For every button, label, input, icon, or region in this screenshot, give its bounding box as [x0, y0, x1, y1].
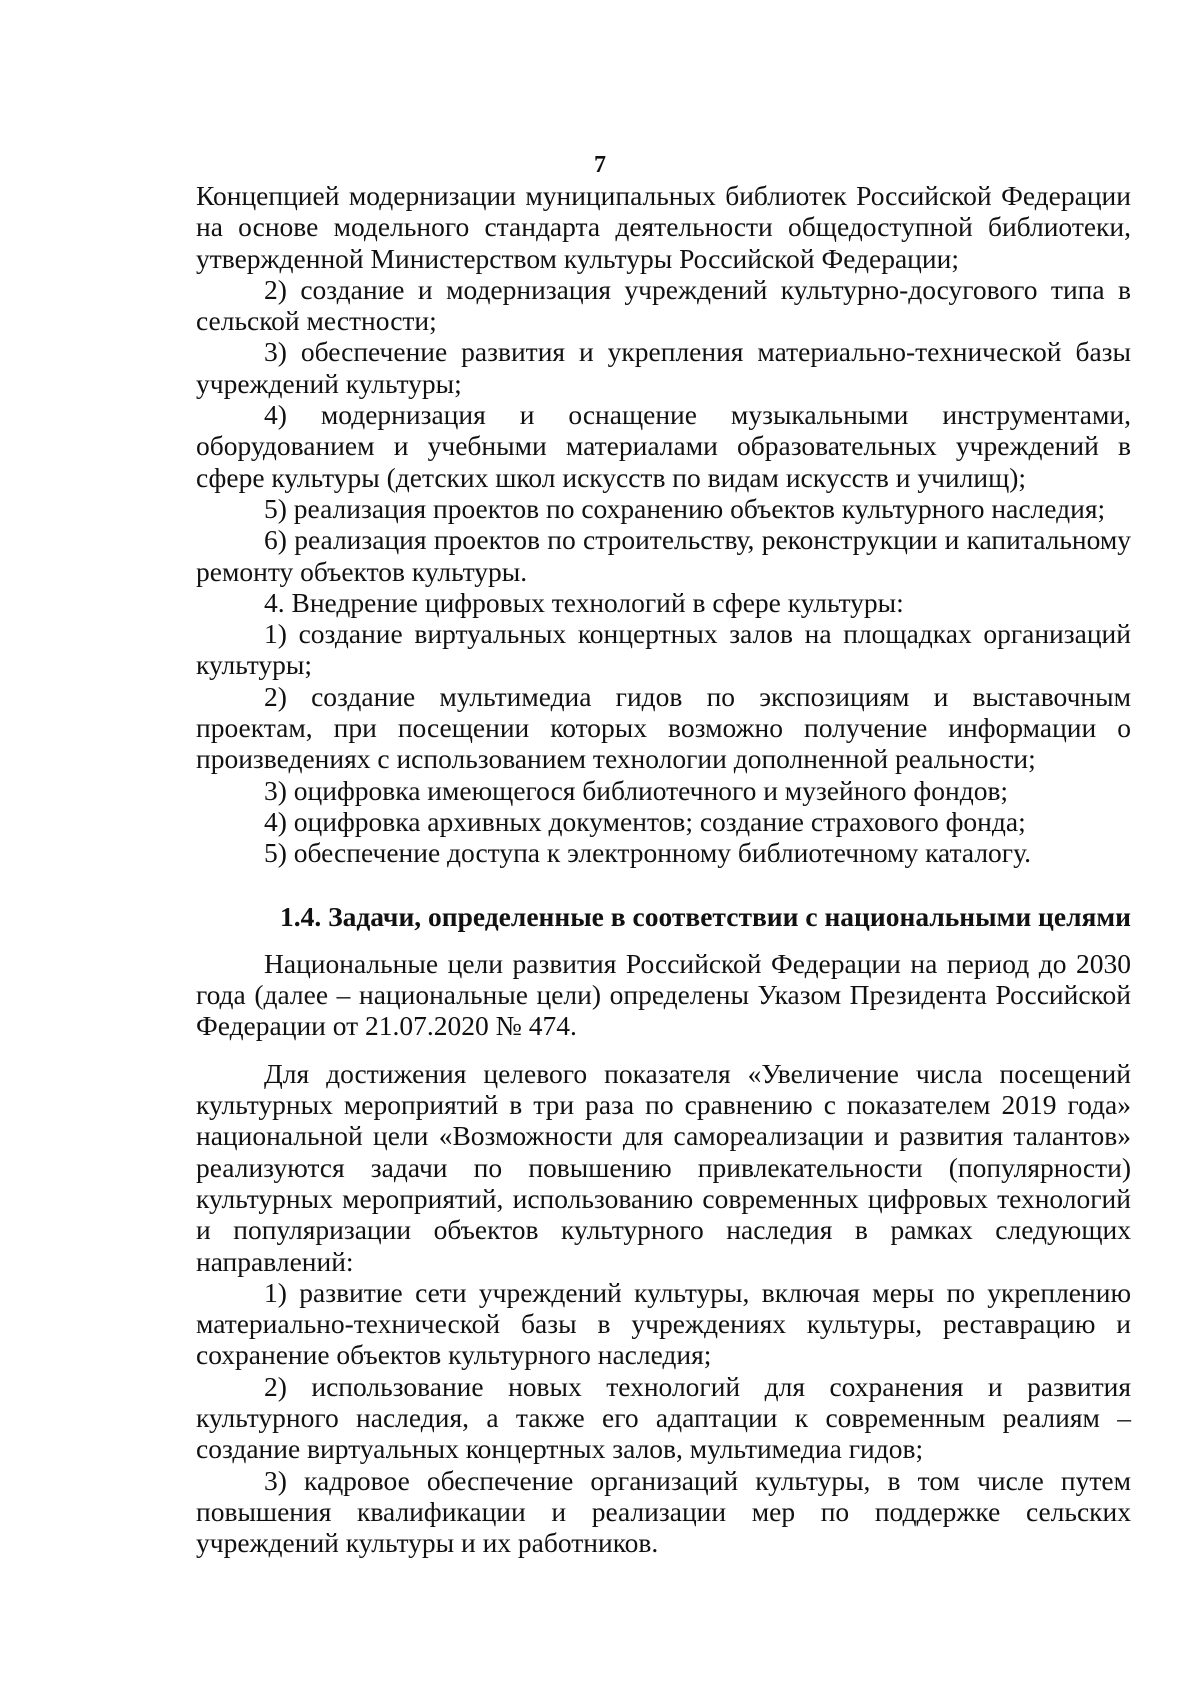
list-item-construction-projects: 6) реализация проектов по строительству, реконструкции и капитальному ремонту объектов культуры.	[196, 524, 1131, 587]
bottom-paragraph-block	[196, 948, 1131, 1559]
list-item-catalog-access: 5) обеспечение доступа к электронному библиотечному каталогу.	[264, 837, 1031, 869]
paragraph-continuation: Концепцией модернизации муниципальных библиотек Российской Федерации на основе модельного стандарта деятельности общедоступной библиотеки, утвержденной Министерством культуры Российской Федерации;	[196, 180, 1131, 274]
list-item-multimedia-guides: 2) создание мультимедиа гидов по экспозициям и выставочным проектам, при посещении которых возможно получение информации о произведениях с использованием технологии дополненной реальности;	[196, 680, 1131, 775]
list-item-staffing: 3) кадровое обеспечение организаций культуры, в том числе путем повышения квалификации и реализации мер по поддержке сельских учреждений культуры и их работников.	[196, 1464, 1131, 1559]
paragraph-national-goals: Национальные цели развития Российской Федерации на период до 2030 года (далее – национальные цели) определены Указом Президента Российской Федерации от 21.07.2020 № 474.	[196, 947, 1131, 1042]
page-number: 7	[594, 152, 606, 178]
list-item-new-technologies: 2) использование новых технологий для сохранения и развития культурного наследия, а также его адаптации к современным реалиям – создание виртуальных концертных залов, мультимедиа гидов;	[196, 1370, 1131, 1465]
list-item-archive-digitization: 4) оцифровка архивных документов; создание страхового фонда;	[264, 805, 1026, 837]
list-item-rural-culture: 2) создание и модернизация учреждений культурно-досугового типа в сельской местности;	[196, 273, 1131, 337]
list-item-digitization-funds: 3) оцифровка имеющегося библиотечного и музейного фондов;	[264, 774, 1009, 806]
list-item-heritage-projects: 5) реализация проектов по сохранению объектов культурного наследия;	[264, 492, 1106, 524]
paragraph-target-indicator: Для достижения целевого показателя «Увеличение числа посещений культурных мероприятий в три раза по сравнению с показателем 2019 года» национальной цели «Возможности для самореализации и развития талантов» реализуются задачи по повышению привлекательности (популярности) культурных мероприятий, использованию современных цифровых технологий и популяризации объектов культурного наследия в рамках следующих направлений:	[196, 1057, 1131, 1277]
section-heading: 1.4. Задачи, определенные в соответствии с национальными целями	[279, 900, 1131, 932]
top-paragraph-block	[196, 180, 1131, 869]
digital-technologies-heading: 4. Внедрение цифровых технологий в сфере культуры:	[264, 586, 904, 618]
list-item-network-development: 1) развитие сети учреждений культуры, включая меры по укреплению материально-технической базы в учреждениях культуры, реставрацию и сохранение объектов культурного наследия;	[196, 1276, 1131, 1371]
list-item-music-instruments: 4) модернизация и оснащение музыкальными инструментами, оборудованием и учебными материалами образовательных учреждений в сфере культуры (детских школ искусств по видам искусств и училищ);	[196, 399, 1131, 493]
document-body	[196, 180, 1131, 1558]
list-item-material-base: 3) обеспечение развития и укрепления материально-технической базы учреждений культуры;	[196, 336, 1131, 399]
list-item-virtual-halls: 1) создание виртуальных концертных залов на площадках организаций культуры;	[196, 618, 1131, 681]
